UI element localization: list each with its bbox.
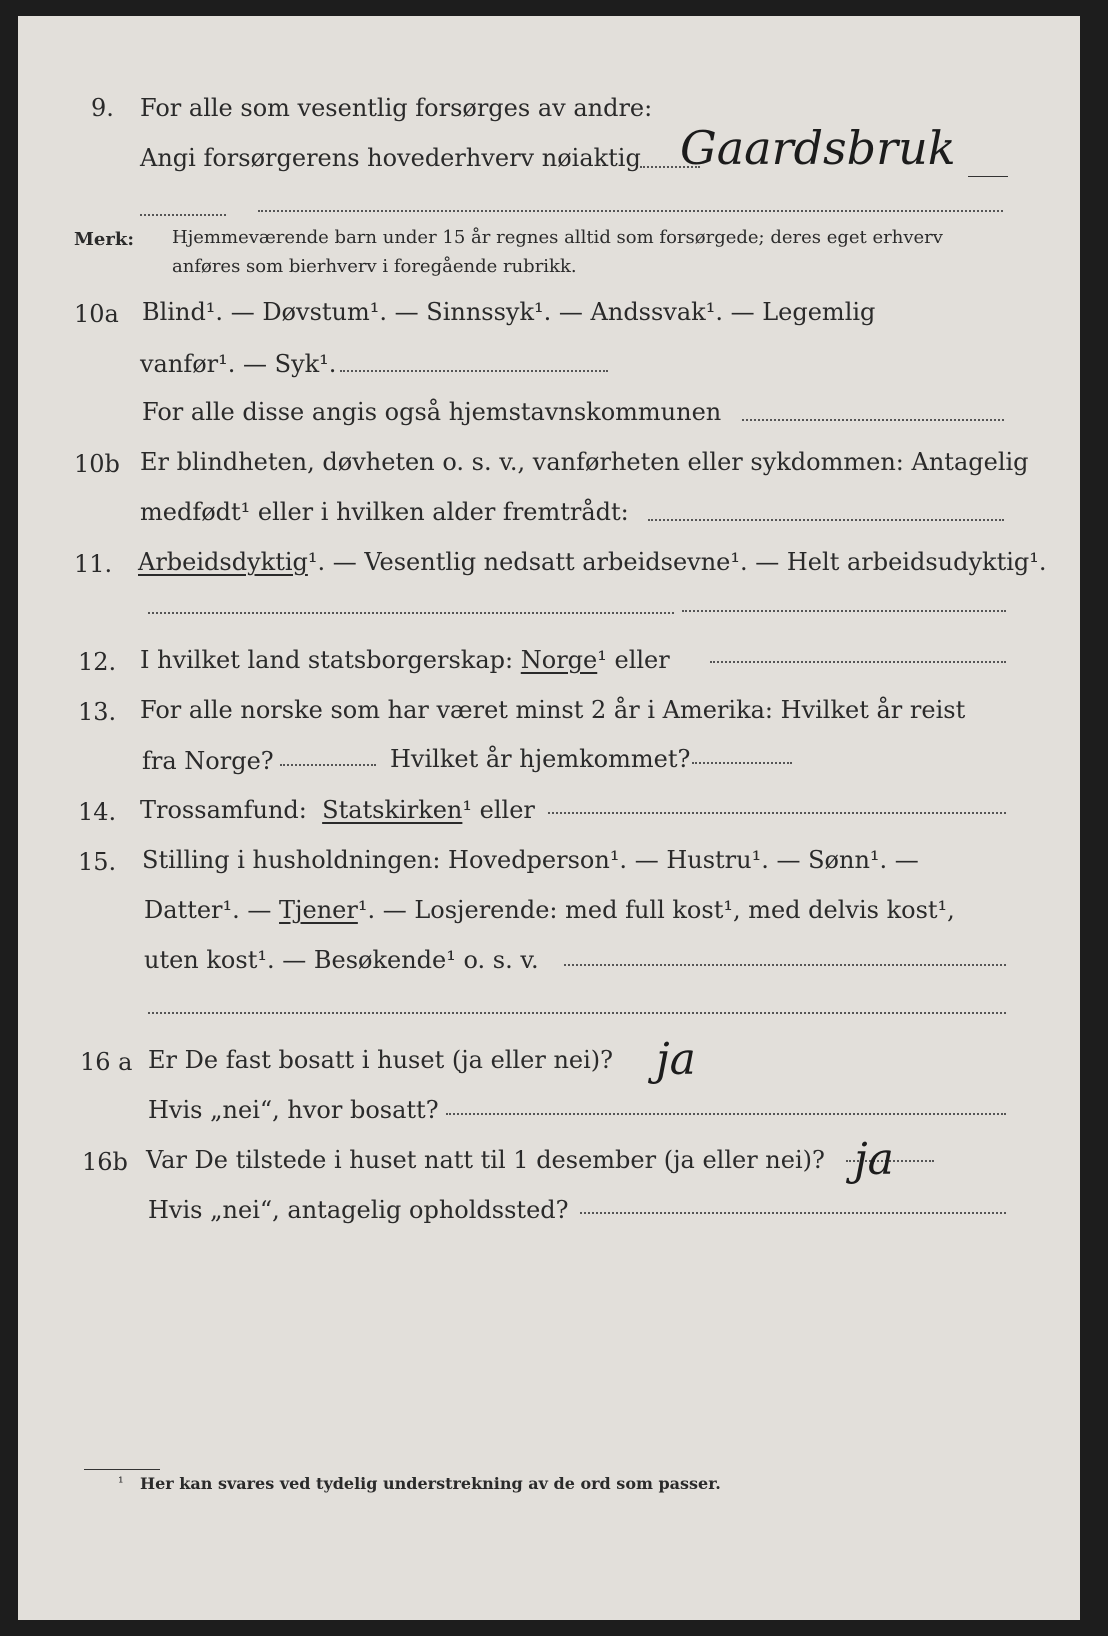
- q10b-line1: Er blindheten, døvheten o. s. v., vanførheten eller sykdommen: Antagelig: [140, 448, 1029, 476]
- q16b-line2: Hvis „nei“, antagelig opholdssted?: [148, 1196, 569, 1224]
- q15-line2a: Datter¹. —: [144, 896, 272, 924]
- q10b-line2: medfødt¹ eller i hvilken alder fremtrådt:: [140, 498, 629, 526]
- q13-dotted-line-2: [692, 762, 792, 764]
- q11-number: 11.: [74, 550, 113, 578]
- q16b-number: 16b: [82, 1148, 128, 1176]
- footnote-text: Her kan svares ved tydelig understrekning av de ord som passer.: [140, 1474, 721, 1493]
- q13-line1: For alle norske som har været minst 2 år i Amerika: Hvilket år reist: [140, 696, 966, 724]
- q11-dotted-line: [148, 612, 674, 614]
- q16a-line2: Hvis „nei“, hvor bosatt?: [148, 1096, 439, 1124]
- q16a-handwritten-answer[interactable]: ja: [656, 1034, 696, 1085]
- q9-handwritten-answer[interactable]: Gaardsbruk: [680, 121, 956, 175]
- q10b-dotted-line: [648, 519, 1004, 521]
- q14-suffix: ¹ eller: [462, 796, 535, 824]
- footnote-rule: [84, 1469, 160, 1470]
- q13-dotted-line: [280, 764, 376, 766]
- q9-dotted-line-3: [258, 210, 1003, 212]
- q13-line2a: fra Norge?: [142, 747, 274, 775]
- q15-dotted-line-2: [148, 1012, 1006, 1014]
- q10a-line3: For alle disse angis også hjemstavnskommunen: [142, 398, 722, 426]
- q16b-handwritten-answer[interactable]: ja: [854, 1134, 894, 1185]
- q15-dotted-line: [564, 964, 1006, 966]
- q15-line1: Stilling i husholdningen: Hovedperson¹. — Hustru¹. — Sønn¹. —: [142, 846, 919, 874]
- q13-number: 13.: [78, 698, 117, 726]
- q14-prefix: Trossamfund:: [140, 796, 307, 824]
- q12-suffix: ¹ eller: [597, 646, 670, 674]
- q9-line2: Angi forsørgerens hovederhverv nøiaktig: [140, 144, 641, 172]
- q9-number: 9.: [91, 94, 114, 122]
- q16b-line1: Var De tilstede i huset natt til 1 desember (ja eller nei)?: [146, 1146, 825, 1174]
- q9-dotted-line-2: [140, 214, 226, 216]
- merk-line2: anføres som bierhverv i foregående rubrikk.: [172, 256, 577, 277]
- q13-line2b: Hvilket år hjemkommet?: [390, 745, 691, 773]
- q12-dotted-line: [710, 661, 1006, 663]
- q16a-line1: Er De fast bosatt i huset (ja eller nei)?: [148, 1046, 614, 1074]
- q9-line1: For alle som vesentlig forsørges av andre:: [140, 94, 653, 122]
- q14-underlined-option[interactable]: Statskirken: [322, 796, 463, 824]
- q12-underlined-option[interactable]: Norge: [520, 646, 598, 674]
- q10a-dotted-line: [340, 370, 608, 372]
- q10a-line2: vanfør¹. — Syk¹.: [140, 350, 337, 378]
- q11-underlined-option[interactable]: Arbeidsdyktig: [138, 548, 308, 576]
- merk-line1: Hjemmeværende barn under 15 år regnes alltid som forsørgede; deres eget erhverv: [172, 227, 943, 248]
- q14-number: 14.: [78, 798, 117, 826]
- q12-prefix: I hvilket land statsborgerskap:: [140, 646, 514, 674]
- q14-dotted-line: [548, 812, 1006, 814]
- q15-line3: uten kost¹. — Besøkende¹ o. s. v.: [144, 946, 539, 974]
- q11-dotted-line-2: [682, 610, 1006, 612]
- q9-answer-underline: [968, 176, 1008, 177]
- q10a-number: 10a: [74, 300, 119, 328]
- q11-line: [138, 550, 1047, 574]
- q16b-dotted-line-2: [580, 1212, 1006, 1214]
- q10a-line1: Blind¹. — Døvstum¹. — Sinnssyk¹. — Andssvak¹. — Legemlig: [142, 298, 876, 326]
- q10b-number: 10b: [74, 450, 120, 478]
- q15-line2b: ¹. — Losjerende: med full kost¹, med delvis kost¹,: [357, 896, 955, 924]
- q15-underlined-option[interactable]: Tjener: [279, 896, 358, 924]
- q15-line2: [144, 898, 955, 922]
- q12-number: 12.: [78, 648, 117, 676]
- merk-label: Merk:: [74, 229, 134, 250]
- q16a-dotted-line: [446, 1113, 1006, 1115]
- q14-line: [140, 798, 535, 822]
- q15-number: 15.: [78, 848, 117, 876]
- form-page: [18, 16, 1080, 1620]
- q16a-number: 16 a: [80, 1048, 133, 1076]
- footnote-mark: ¹: [118, 1475, 124, 1491]
- q11-rest: ¹. — Vesentlig nedsatt arbeidsevne¹. — Helt arbeidsudyktig¹.: [307, 548, 1047, 576]
- q10a-dotted-line-2: [742, 419, 1004, 421]
- q12-line: [140, 648, 670, 672]
